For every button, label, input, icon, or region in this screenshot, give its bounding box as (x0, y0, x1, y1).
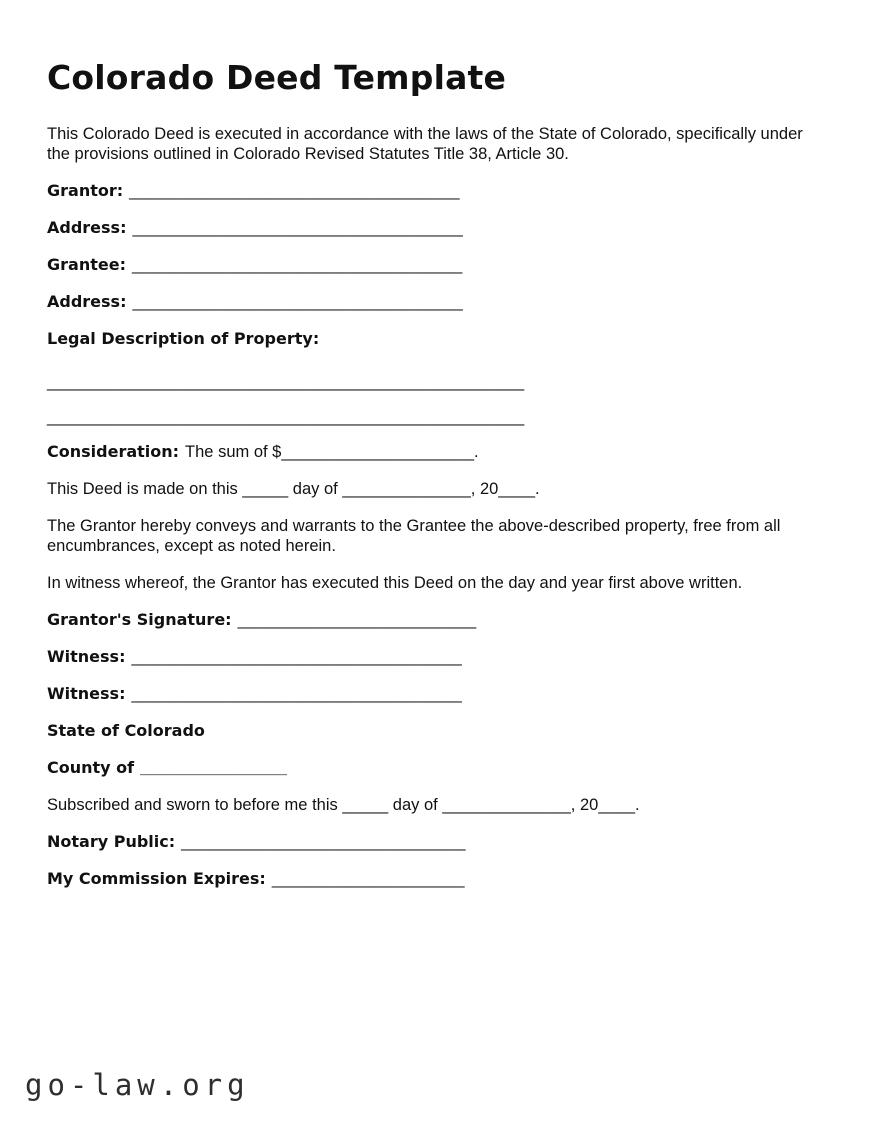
consideration-text: The sum of $_____________________. (185, 442, 479, 461)
grantee-address-blank-line: ____________________________________ (132, 292, 463, 311)
county-label: County of (47, 757, 135, 777)
commission-row (47, 869, 809, 889)
sworn-sentence: Subscribed and sworn to before me this _____ day of ______________, 20____. (47, 795, 640, 814)
document-title: Colorado Deed Template (47, 58, 507, 97)
notary-label: Notary Public: (47, 831, 176, 851)
footer-site-watermark: go-law.org (25, 1068, 250, 1102)
deed-date-sentence: This Deed is made on this _____ day of ______________, 20____. (47, 479, 540, 498)
grantee-label: Grantee: (47, 254, 126, 274)
grantee-address-label: Address: (47, 291, 127, 311)
grantor-blank-line: ____________________________________ (129, 181, 460, 200)
witness1-blank-line: ____________________________________ (131, 647, 462, 666)
county-blank-line: ________________ (140, 758, 287, 777)
commission-blank-line: _____________________ (271, 869, 465, 888)
consideration-label: Consideration: (47, 441, 180, 461)
witness2-blank-line: ____________________________________ (131, 684, 462, 703)
grantor-address-blank-line: ____________________________________ (132, 218, 463, 237)
grantor-signature-blank-line: __________________________ (237, 610, 477, 629)
notary-blank-line: _______________________________ (181, 832, 466, 851)
witness1-label: Witness: (47, 646, 126, 666)
state-heading-label: State of Colorado (47, 720, 205, 740)
grantee-row (47, 255, 809, 275)
grantor-signature-row (47, 610, 809, 630)
witness2-label: Witness: (47, 683, 126, 703)
legal-description-blank-line-2: ____________________________________________________ (47, 407, 525, 426)
conveyance-paragraph: The Grantor hereby conveys and warrants to the Grantee the above-described property, free from all encumbrances, except as noted herein. (47, 516, 781, 555)
legal-description-row (47, 329, 809, 349)
grantor-address-row (47, 218, 809, 238)
witness1-row (47, 647, 809, 667)
grantee-blank-line: ____________________________________ (131, 255, 463, 274)
witness2-row (47, 684, 809, 704)
state-heading (47, 721, 809, 741)
grantor-signature-label: Grantor's Signature: (47, 609, 232, 629)
grantee-address-row (47, 292, 809, 312)
consideration-row (47, 442, 809, 462)
grantor-row (47, 181, 809, 201)
legal-description-label: Legal Description of Property: (47, 328, 320, 348)
county-row (47, 758, 809, 778)
grantor-label: Grantor: (47, 180, 124, 200)
notary-row (47, 832, 809, 852)
commission-label: My Commission Expires: (47, 868, 266, 888)
witness-clause-paragraph: In witness whereof, the Grantor has executed this Deed on the day and year first above written. (47, 573, 743, 592)
grantor-address-label: Address: (47, 217, 127, 237)
intro-paragraph: This Colorado Deed is executed in accordance with the laws of the State of Colorado, specifically under the provisions outlined in Colorado Revised Statutes Title 38, Article 30. (47, 124, 803, 163)
legal-description-blank-line-1: ____________________________________________________ (47, 372, 525, 391)
